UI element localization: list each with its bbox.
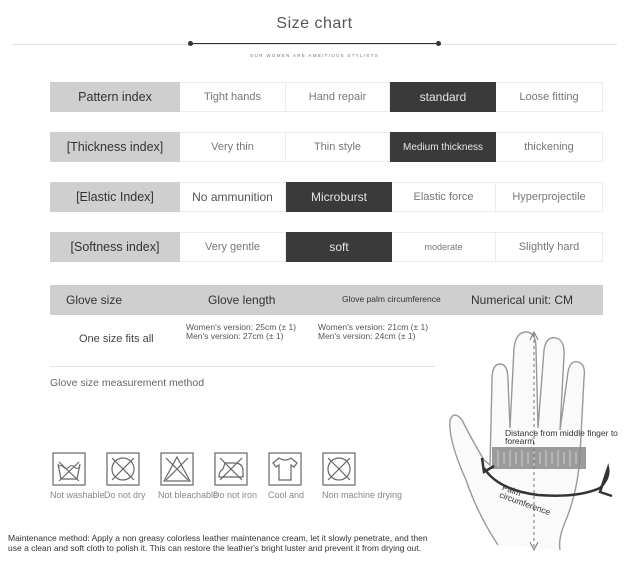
care-label: Do not iron — [213, 490, 258, 500]
no-machine-dry-icon — [322, 452, 356, 491]
softness-index-row — [50, 232, 603, 262]
index-option: No ammunition — [180, 182, 286, 212]
care-label: Cool and — [268, 490, 305, 500]
shirt-icon — [268, 452, 302, 491]
index-label: [Softness index] — [50, 232, 180, 262]
index-option: Tight hands — [180, 82, 286, 112]
measurement-method-label: Glove size measurement method — [50, 377, 205, 389]
index-label: [Elastic Index] — [50, 182, 180, 212]
middle-finger-distance-label: Distance from middle finger to forearm — [505, 428, 618, 446]
care-label: Do not dry — [104, 490, 146, 500]
title-divider — [190, 43, 439, 44]
header-glove-size: Glove size — [66, 293, 123, 307]
index-option: moderate — [392, 232, 496, 262]
header-unit: Numerical unit: CM — [471, 293, 574, 307]
no-dry-clean-icon — [106, 452, 140, 491]
wash-tub-icon — [52, 452, 86, 491]
index-option-selected: Medium thickness — [390, 132, 496, 162]
table-divider — [50, 366, 435, 367]
index-option: Thin style — [286, 132, 390, 162]
index-option: Hand repair — [286, 82, 390, 112]
title-underline — [12, 44, 617, 45]
index-option: Very thin — [180, 132, 286, 162]
index-option-selected: Microburst — [286, 182, 392, 212]
maintenance-text: Maintenance method: Apply a non greasy colorless leather maintenance cream, let it slowly penetrate, and then use a clean and soft cloth to polish it. This can restore the leather's bright luster and prevent it from drying out. — [8, 533, 428, 553]
index-label: [Thickness index] — [50, 132, 180, 162]
thickness-index-row — [50, 132, 603, 162]
index-option-selected: soft — [286, 232, 392, 262]
care-label: Not washable — [50, 490, 105, 500]
index-option-selected: standard — [390, 82, 496, 112]
pattern-index-row — [50, 82, 603, 112]
glove-table-header — [50, 285, 603, 315]
header-palm-circumference: Glove palm circumference — [342, 294, 441, 304]
no-iron-icon — [214, 452, 248, 491]
header-glove-length: Glove length — [208, 293, 276, 307]
page-title: Size chart — [276, 15, 353, 32]
care-label: Non machine drying — [322, 490, 403, 500]
care-label: Not bleachable — [158, 490, 219, 500]
glove-size-value: One size fits all — [79, 333, 154, 345]
index-option: thickening — [496, 132, 603, 162]
elastic-index-row — [50, 182, 603, 212]
index-option: Loose fitting — [496, 82, 603, 112]
palm-circumference-label: Palm circumference — [498, 482, 552, 518]
index-option: Very gentle — [180, 232, 286, 262]
page-subtitle: OUR WOMEN ARE AMBITIOUS STYLISTS — [249, 53, 380, 58]
glove-length-value: Women's version: 25cm (± 1) Men's version: 27cm (± 1) — [186, 322, 297, 341]
index-label: Pattern index — [50, 82, 180, 112]
index-option: Slightly hard — [496, 232, 603, 262]
no-bleach-icon — [160, 452, 194, 491]
palm-circumference-value: Women's version: 21cm (± 1) Men's version: 24cm (± 1) — [318, 322, 429, 341]
index-option: Hyperprojectile — [496, 182, 603, 212]
index-option: Elastic force — [392, 182, 496, 212]
